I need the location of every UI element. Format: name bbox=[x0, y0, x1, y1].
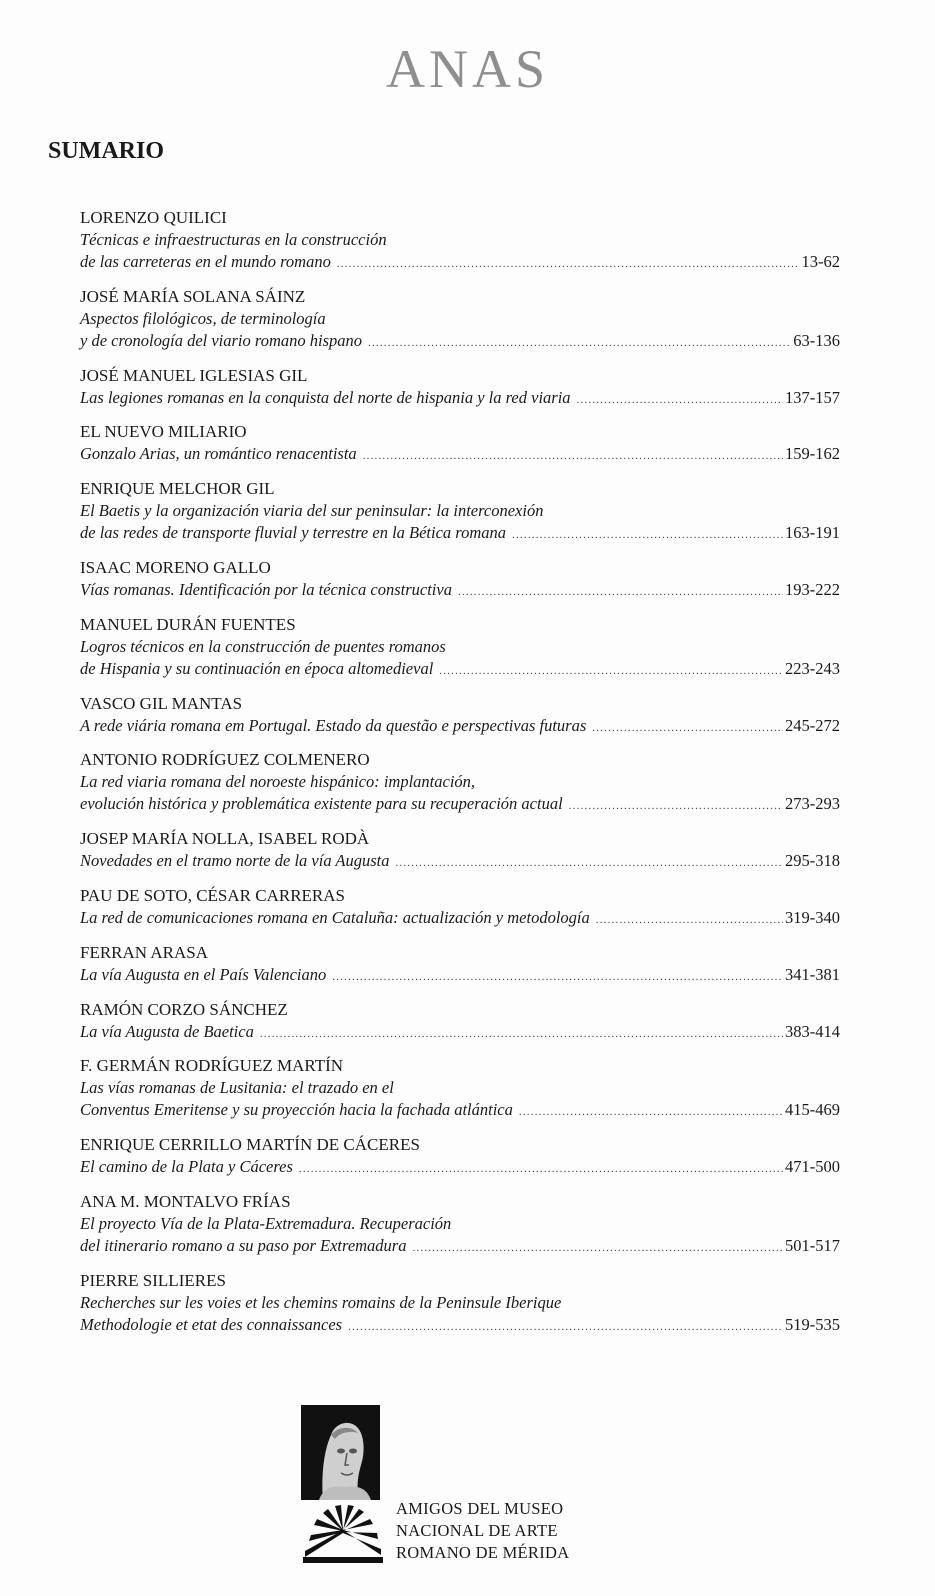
toc-title-line bbox=[80, 658, 840, 682]
dot-leader bbox=[412, 1237, 783, 1259]
dot-leader bbox=[512, 524, 783, 546]
toc-title-text: y de cronología del viario romano hispano bbox=[80, 330, 362, 350]
toc-page-range: 519-535 bbox=[785, 1314, 840, 1334]
toc-title-text: A rede viária romana em Portugal. Estado da questão e perspectivas futuras bbox=[80, 715, 587, 735]
toc-page-range: 319-340 bbox=[785, 907, 840, 927]
toc-page-range: 415-469 bbox=[785, 1100, 840, 1120]
toc-title-text: Gonzalo Arias, un romántico renacentista bbox=[80, 444, 357, 464]
organization-name bbox=[396, 1498, 569, 1564]
toc-author: F. GERMÁN RODRÍGUEZ MARTÍN bbox=[80, 1056, 344, 1076]
organization-name-line: ROMANO DE MÉRIDA bbox=[396, 1543, 570, 1562]
toc-page-range: 383-414 bbox=[785, 1021, 840, 1041]
toc-title-text: Methodologie et etat des connaissances bbox=[80, 1314, 343, 1334]
toc-author: ENRIQUE MELCHOR GIL bbox=[80, 479, 275, 499]
museum-logo-icon bbox=[301, 1405, 387, 1565]
toc-author: ISAAC MORENO GALLO bbox=[80, 557, 271, 577]
dot-leader bbox=[592, 717, 783, 739]
toc-page-range: 13-62 bbox=[801, 252, 840, 271]
toc-title-text: de las carreteras en el mundo romano bbox=[80, 252, 331, 271]
dot-leader bbox=[337, 253, 800, 275]
toc-title-line: Las vías romanas de Lusitania: el trazado en el bbox=[80, 1078, 394, 1098]
toc-entry bbox=[80, 1191, 840, 1259]
toc-title-text: Las legiones romanas en la conquista del norte de hispania y la red viaria bbox=[80, 387, 571, 407]
toc-page-range: 295-318 bbox=[785, 851, 840, 871]
toc-page-range: 471-500 bbox=[785, 1157, 840, 1177]
toc-title-line bbox=[80, 443, 840, 467]
toc-entry bbox=[80, 1134, 840, 1180]
toc-entry bbox=[80, 286, 840, 354]
toc-title-line: Logros técnicos en la construcción de puentes romanos bbox=[80, 636, 446, 656]
toc-title-line bbox=[80, 907, 840, 931]
toc-author: RAMÓN CORZO SÁNCHEZ bbox=[80, 999, 288, 1019]
dot-leader bbox=[368, 332, 791, 354]
toc-page-range: 159-162 bbox=[785, 444, 840, 464]
toc-title-line bbox=[80, 715, 840, 739]
toc-entry bbox=[80, 1055, 840, 1123]
toc-title-text: del itinerario romano a su paso por Extremadura bbox=[80, 1235, 407, 1255]
toc-title-line bbox=[80, 387, 840, 411]
toc-title-text: de Hispania y su continuación en época altomedieval bbox=[80, 658, 434, 678]
organization-name-line: NACIONAL DE ARTE bbox=[396, 1521, 558, 1540]
toc-title-text: Conventus Emeritense y su proyección hacia la fachada atlántica bbox=[80, 1100, 513, 1120]
toc-author: PIERRE SILLIERES bbox=[80, 1270, 226, 1290]
toc-author: JOSÉ MARÍA SOLANA SÁINZ bbox=[80, 286, 306, 306]
toc-author: PAU DE SOTO, CÉSAR CARRERAS bbox=[80, 885, 345, 905]
toc-entry bbox=[80, 421, 840, 467]
toc-title-line bbox=[80, 1235, 840, 1259]
toc-title-line bbox=[80, 793, 840, 817]
toc-title-line: Técnicas e infraestructuras en la construcción bbox=[80, 230, 387, 249]
dot-leader bbox=[395, 852, 783, 874]
toc-page-range: 63-136 bbox=[793, 330, 840, 350]
organization-name-line: AMIGOS DEL MUSEO bbox=[396, 1499, 564, 1518]
toc-entry bbox=[80, 828, 840, 874]
toc-author: ENRIQUE CERRILLO MARTÍN DE CÁCERES bbox=[80, 1135, 420, 1155]
toc-title-text: Novedades en el tramo norte de la vía Augusta bbox=[80, 851, 390, 871]
dot-leader bbox=[299, 1158, 783, 1180]
toc-title-text: de las redes de transporte fluvial y terrestre en la Bética romana bbox=[80, 523, 507, 543]
toc-entry bbox=[80, 614, 840, 682]
toc-page-range: 341-381 bbox=[785, 964, 840, 984]
toc-author: VASCO GIL MANTAS bbox=[80, 693, 243, 713]
toc-title-line: El proyecto Vía de la Plata-Extremadura. Recuperación bbox=[80, 1213, 452, 1233]
toc-title-line bbox=[80, 1156, 840, 1180]
dot-leader bbox=[596, 909, 783, 931]
table-of-contents bbox=[80, 207, 840, 1349]
toc-page-range: 245-272 bbox=[785, 715, 840, 735]
toc-title-text: El camino de la Plata y Cáceres bbox=[80, 1157, 293, 1177]
toc-title-line bbox=[80, 850, 840, 874]
toc-author: EL NUEVO MILIARIO bbox=[80, 422, 247, 442]
dot-leader bbox=[260, 1023, 783, 1045]
toc-entry bbox=[80, 207, 840, 275]
toc-title-line bbox=[80, 1099, 840, 1123]
toc-title-line bbox=[80, 251, 840, 275]
toc-page-range: 273-293 bbox=[785, 794, 840, 814]
journal-title: ANAS bbox=[385, 39, 550, 99]
toc-title-text: La vía Augusta de Baetica bbox=[80, 1021, 254, 1041]
toc-title-line bbox=[80, 330, 840, 354]
toc-title-line: La red viaria romana del noroeste hispánico: implantación, bbox=[80, 772, 476, 792]
toc-entry bbox=[80, 999, 840, 1045]
toc-page-range: 137-157 bbox=[785, 387, 840, 407]
toc-author: FERRAN ARASA bbox=[80, 942, 209, 962]
toc-entry bbox=[80, 749, 840, 817]
toc-entry bbox=[80, 885, 840, 931]
dot-leader bbox=[363, 445, 783, 467]
dot-leader bbox=[332, 966, 783, 988]
dot-leader bbox=[458, 581, 783, 603]
toc-entry bbox=[80, 365, 840, 411]
toc-title-line: El Baetis y la organización viaria del sur peninsular: la interconexión bbox=[80, 501, 544, 521]
toc-title-text: Vías romanas. Identificación por la técnica constructiva bbox=[80, 579, 452, 599]
toc-title-line bbox=[80, 964, 840, 988]
toc-author: MANUEL DURÁN FUENTES bbox=[80, 614, 296, 634]
toc-author: ANTONIO RODRÍGUEZ COLMENERO bbox=[80, 750, 370, 770]
section-title: SUMARIO bbox=[48, 138, 165, 164]
toc-author: JOSÉ MANUEL IGLESIAS GIL bbox=[80, 365, 308, 385]
toc-author: ANA M. MONTALVO FRÍAS bbox=[80, 1191, 291, 1211]
toc-author: LORENZO QUILICI bbox=[80, 208, 227, 227]
toc-entry bbox=[80, 478, 840, 546]
toc-entry bbox=[80, 557, 840, 603]
dot-leader bbox=[348, 1316, 783, 1338]
toc-title-line bbox=[80, 1314, 840, 1338]
toc-entry bbox=[80, 693, 840, 739]
toc-page-range: 163-191 bbox=[785, 523, 840, 543]
dot-leader bbox=[577, 389, 783, 411]
toc-title-line bbox=[80, 1021, 840, 1045]
dot-leader bbox=[569, 795, 783, 817]
toc-author: JOSEP MARÍA NOLLA, ISABEL RODÀ bbox=[80, 829, 370, 849]
toc-title-line bbox=[80, 522, 840, 546]
toc-title-line: Recherches sur les voies et les chemins romains de la Peninsule Iberique bbox=[80, 1292, 562, 1312]
toc-title-line: Aspectos filológicos, de terminología bbox=[80, 308, 326, 328]
dot-leader bbox=[439, 660, 783, 682]
toc-title-text: evolución histórica y problemática existente para su recuperación actual bbox=[80, 794, 563, 814]
toc-entry bbox=[80, 942, 840, 988]
dot-leader bbox=[519, 1101, 783, 1123]
toc-page-range: 501-517 bbox=[785, 1235, 840, 1255]
toc-title-text: La vía Augusta en el País Valenciano bbox=[80, 964, 327, 984]
toc-page-range: 193-222 bbox=[785, 579, 840, 599]
toc-title-text: La red de comunicaciones romana en Cataluña: actualización y metodología bbox=[80, 907, 590, 927]
toc-entry bbox=[80, 1270, 840, 1338]
toc-page-range: 223-243 bbox=[785, 658, 840, 678]
toc-title-line bbox=[80, 579, 840, 603]
